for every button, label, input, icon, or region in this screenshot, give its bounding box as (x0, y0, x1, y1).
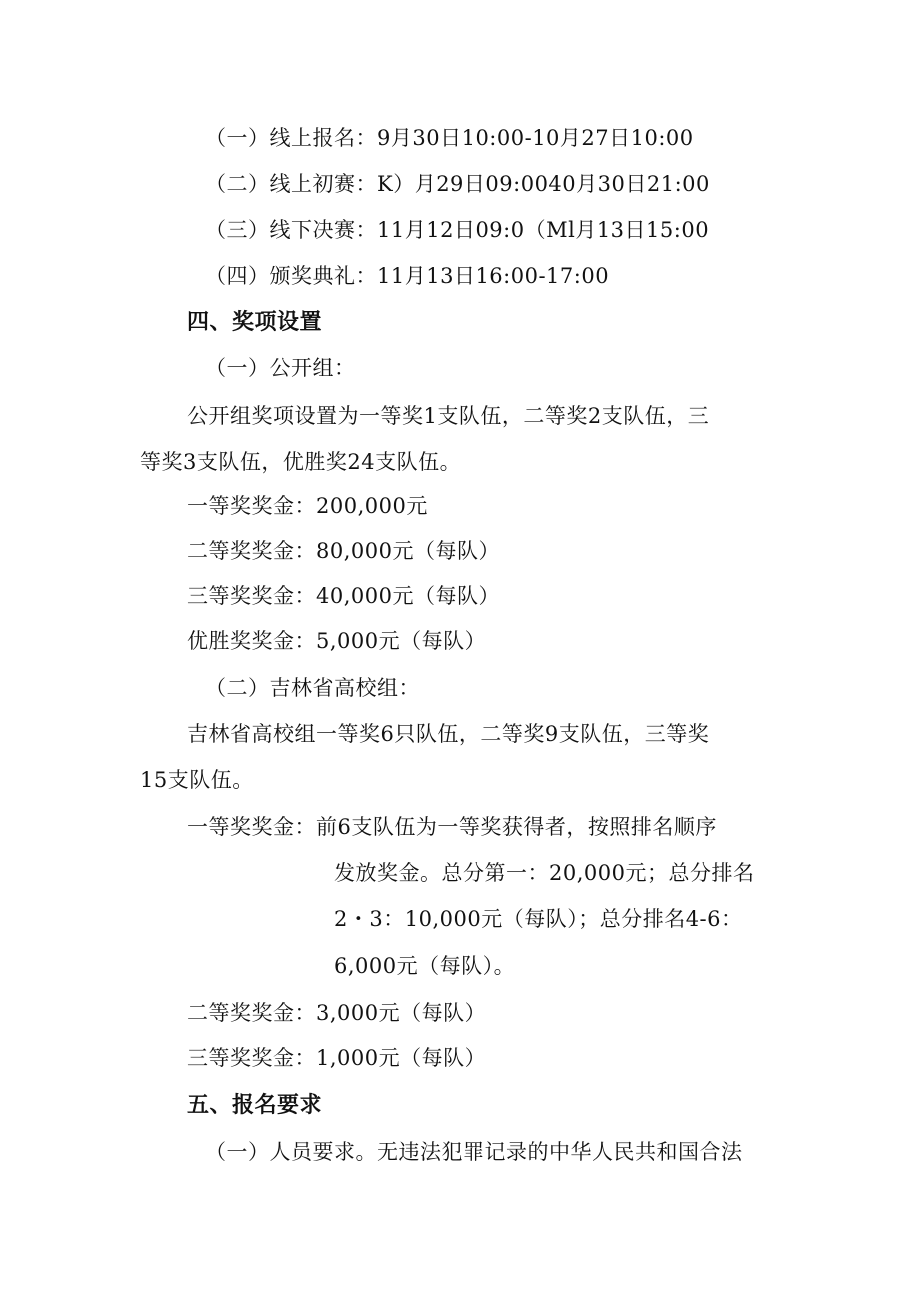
section-heading-registration: 五、报名要求 (187, 1092, 323, 1118)
open-group-second-prize: 二等奖奖金：80,000元（每队） (187, 539, 500, 563)
open-group-first-prize: 一等奖奖金：200,000元 (187, 494, 428, 518)
open-group-desc-line2: 等奖3支队伍，优胜奖24支队伍。 (140, 450, 462, 474)
jilin-group-second-prize: 二等奖奖金：3,000元（每队） (187, 1001, 487, 1025)
jilin-group-desc-line2: 15支队伍。 (140, 768, 254, 792)
schedule-award-ceremony: （四）颁奖典礼：11月13日16:00-17:00 (205, 264, 610, 288)
section-heading-awards: 四、奖项设置 (187, 309, 323, 335)
open-group-desc-line1: 公开组奖项设置为一等奖1支队伍，二等奖2支队伍，三 (187, 404, 710, 428)
schedule-online-registration: （一）线上报名：9月30日10:00-10月27日10:00 (205, 126, 694, 150)
registration-personnel-requirement: （一）人员要求。无违法犯罪记录的中华人民共和国合法 (205, 1140, 743, 1164)
open-group-merit-prize: 优胜奖奖金：5,000元（每队） (187, 629, 487, 653)
open-group-title: （一）公开组： (205, 356, 356, 380)
jilin-group-first-prize-line3: 2・3：10,000元（每队）；总分排名4-6： (334, 907, 743, 931)
schedule-online-preliminary: （二）线上初赛：K）月29日09:0040月30日21:00 (205, 172, 710, 196)
jilin-group-third-prize: 三等奖奖金：1,000元（每队） (187, 1046, 487, 1070)
open-group-third-prize: 三等奖奖金：40,000元（每队） (187, 584, 500, 608)
schedule-offline-final: （三）线下决赛：11月12日09:0（Ml月13日15:00 (205, 218, 710, 242)
jilin-group-first-prize-line2: 发放奖金。总分第一：20,000元；总分排名 (334, 861, 755, 885)
jilin-group-first-prize-line4: 6,000元（每队）。 (334, 954, 516, 978)
jilin-group-desc-line1: 吉林省高校组一等奖6只队伍，二等奖9支队伍，三等奖 (187, 722, 710, 746)
jilin-group-first-prize-line1: 一等奖奖金：前6支队伍为一等奖获得者，按照排名顺序 (187, 815, 717, 839)
jilin-group-title: （二）吉林省高校组： (205, 676, 420, 700)
